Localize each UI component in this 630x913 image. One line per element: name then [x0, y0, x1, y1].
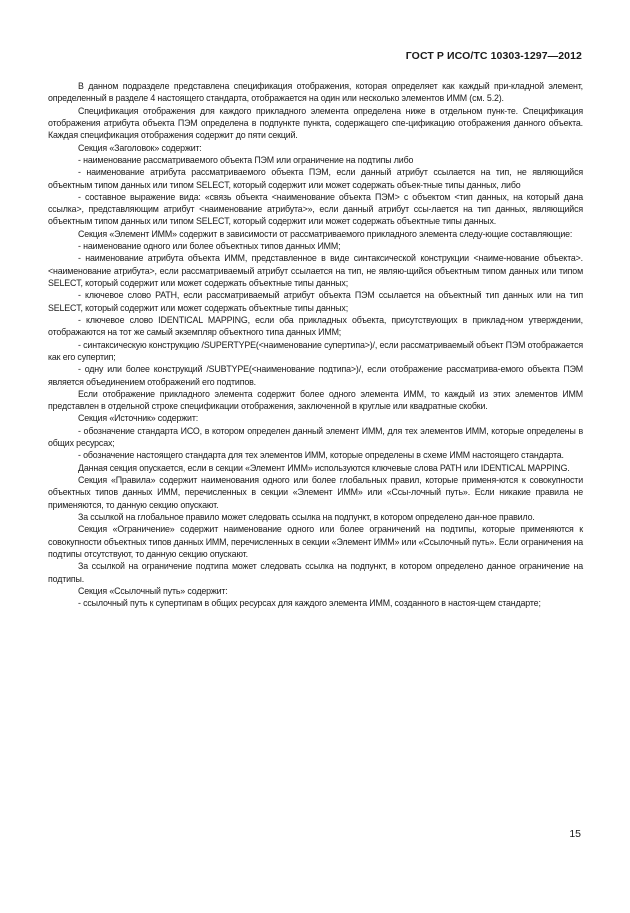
paragraph: Секция «Ссылочный путь» содержит: [78, 585, 228, 596]
paragraph: Спецификация отображения для каждого прикладного элемента определена ниже в отдельном пунк-те. Спецификация отображения атрибута объекта ПЭМ определена в подпункте пункта, содержащего спе-цификацию отображения данного объекта. Каждая спецификация отображения содержит до пяти секций. [48, 105, 583, 141]
paragraph: Секция «Элемент ИММ» содержит в зависимости от рассматриваемого прикладного элемента следу-ющие составляющие: [78, 228, 573, 239]
paragraph: В данном подразделе представлена спецификация отображения, которая определяет как каждый при-кладной элемент, определенный в разделе 4 настоящего стандарта, отображается на один или несколько элементов ИММ (см. 5.2). [48, 81, 583, 104]
list-item: - ссылочный путь к супертипам в общих ресурсах для каждого элемента ИММ, созданного в настоя-щем стандарте; [78, 598, 541, 609]
list-item: - ключевое слово PATH, если рассматриваемый атрибут объекта ПЭМ ссылается на объектный тип данных или на тип SELECT, который содержит или может содержать объектные типы данных; [48, 290, 583, 313]
paragraph: Секция «Ограничение» содержит наименование одного или более ограничений на подтипы, которые применяются к совокупности объектных типов данных ИММ, перечисленных в секции «Элемент ИММ» или «Ссылочный путь». Если ограничения на подтипы отсутствуют, то данную секцию опускают. [48, 524, 583, 559]
list-item: - наименование атрибута рассматриваемого объекта ПЭМ, если данный атрибут ссылается на тип, не являющийся объектным типом данных или типом SELECT, который содержит или может содержать объек-тные типы данных, либо [48, 167, 583, 190]
paragraph: Секция «Источник» содержит: [78, 413, 199, 424]
paragraph: За ссылкой на глобальное правило может следовать ссылка на подпункт, в котором определено дан-ное правило. [78, 511, 535, 522]
list-item: - одну или более конструкций /SUBTYPE(<наименование подтипа>)/, если отображение рассматрива-емого объекта ПЭМ является объединением отображений его подтипов. [48, 364, 583, 387]
list-item: - наименование одного или более объектных типов данных ИММ; [78, 241, 341, 252]
document-body [48, 80, 583, 609]
paragraph: Секция «Заголовок» содержит: [78, 142, 202, 153]
page-number: 15 [569, 828, 581, 840]
list-item: - наименование рассматриваемого объекта ПЭМ или ограничение на подтипы либо [78, 154, 414, 165]
list-item: - синтаксическую конструкцию /SUPERTYPE(<наименование супертипа>)/, если рассматриваемый объект ПЭМ отображается как его супертип; [48, 339, 583, 362]
list-item: - составное выражение вида: «связь объекта <наименование объекта ПЭМ> с объектом <тип данных, на который дана ссылка>, представляющим атрибут <наименование атрибута>», если данный атрибут ссы-лается на тип данных, являющийся объектным типом данных или типом SELECT, который содержит или может содержать объектные типы данных. [48, 191, 583, 227]
list-item: - наименование атрибута объекта ИММ, представленное в виде синтаксической конструкции <наиме-нование объекта>.<наименование атрибута>, если рассматриваемый атрибут ссылается на тип, не являю-щийся объектным типом данных или типом SELECT, который содержит или может содержать объектные типы данных; [48, 253, 583, 288]
list-item: - обозначение стандарта ИСО, в котором определен данный элемент ИММ, для тех элементов ИММ, которые определены в общих ресурсах; [48, 425, 583, 449]
standard-designation: ГОСТ Р ИСО/ТС 10303-1297—2012 [405, 50, 582, 62]
paragraph: Секция «Правила» содержит наименования одного или более глобальных правил, которые применя-ются к совокупности объектных типов данных ИММ, перечисленных в секции «Элемент ИММ» или «Ссы-лочный путь». Если никакие правила не применяются, то данную секцию опускают. [48, 475, 583, 510]
paragraph: Если отображение прикладного элемента содержит более одного элемента ИММ, то каждый из этих элементов ИММ представлен в отдельной строке спецификации отображения, заключенной в круглые или квадратные скобки. [48, 388, 583, 412]
paragraph: За ссылкой на ограничение подтипа может следовать ссылка на подпункт, в котором определено данное ограничение на подтипы. [48, 561, 583, 584]
paragraph: Данная секция опускается, если в секции «Элемент ИММ» используются ключевые слова PATH или IDENTICAL MAPPING. [78, 462, 570, 473]
list-item: - ключевое слово IDENTICAL MAPPING, если оба прикладных объекта, присутствующих в приклад-ном утверждении, отображаются на тот же самый экземпляр объектного типа данных ИММ; [48, 314, 583, 338]
list-item: - обозначение настоящего стандарта для тех элементов ИММ, которые определены в схеме ИММ настоящего стандарта. [78, 450, 564, 461]
